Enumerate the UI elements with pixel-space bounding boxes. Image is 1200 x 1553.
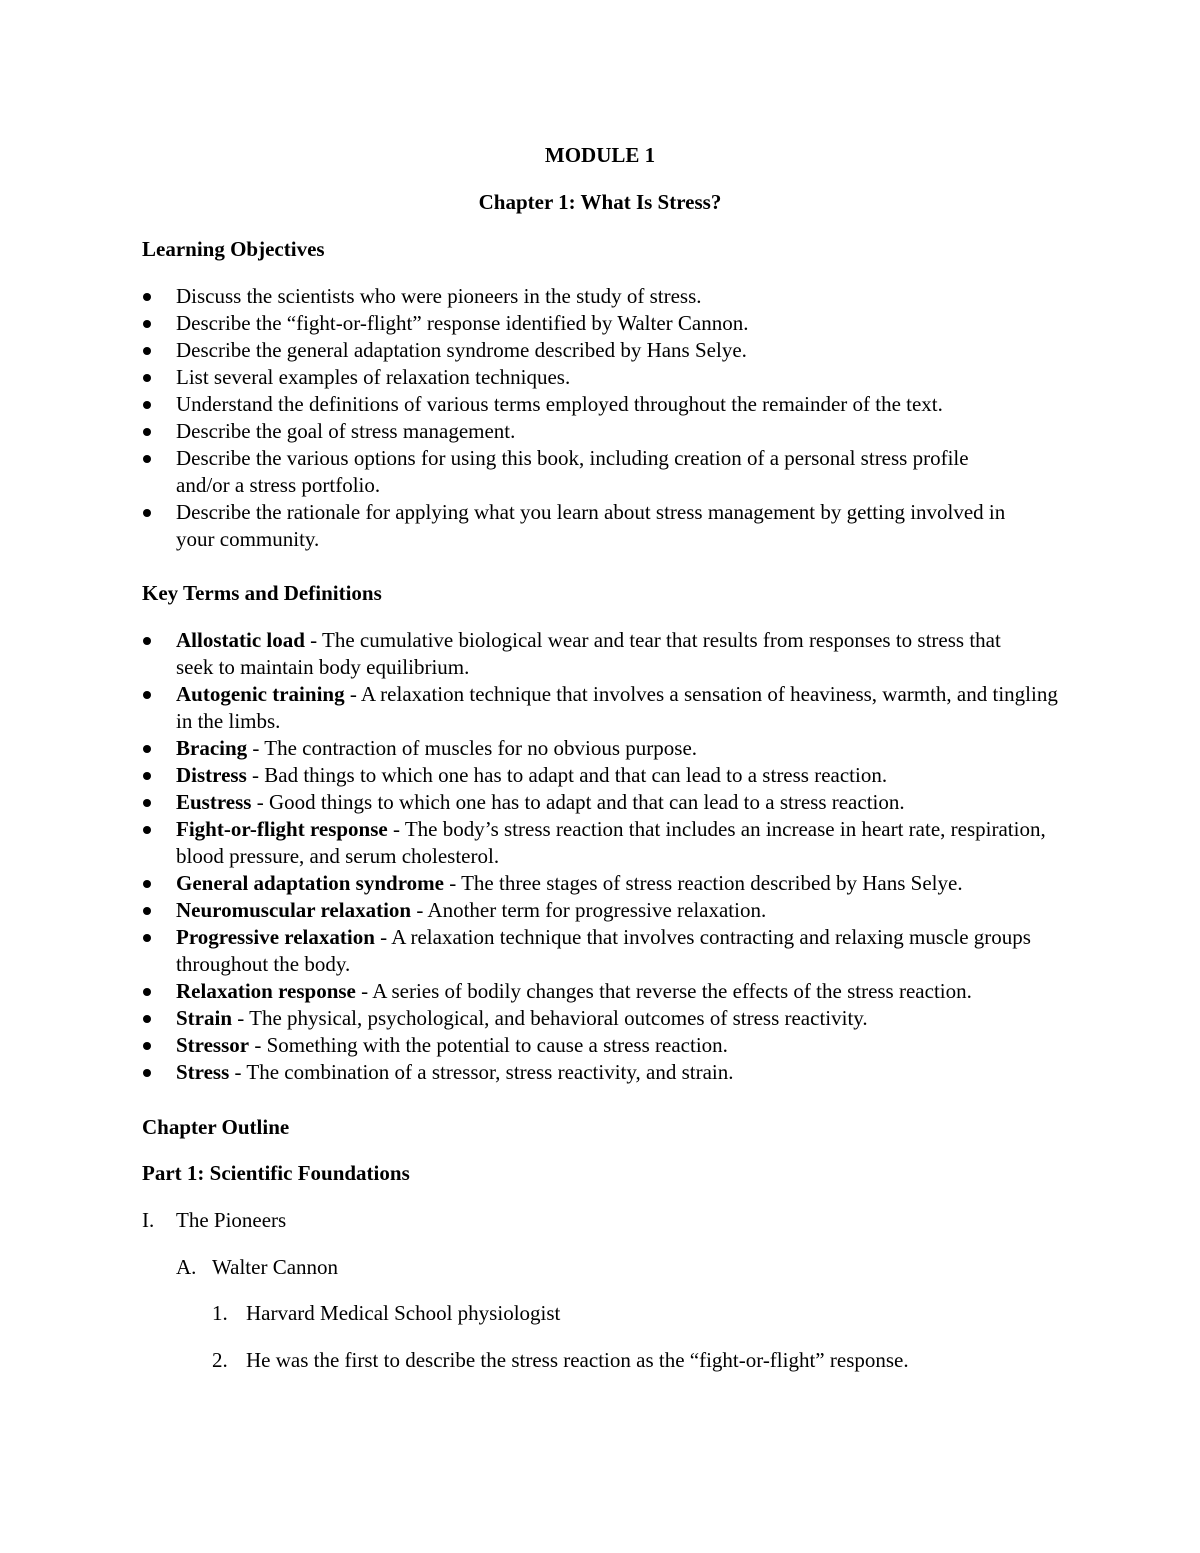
bullet-icon bbox=[143, 320, 151, 328]
list-item: List several examples of relaxation techniques. bbox=[142, 364, 1142, 391]
bullet-icon bbox=[143, 745, 151, 753]
bullet-icon bbox=[143, 401, 151, 409]
bullet-icon bbox=[143, 691, 151, 699]
list-item: Stressor - Something with the potential to cause a stress reaction. bbox=[142, 1032, 1072, 1059]
list-item: Stress - The combination of a stressor, stress reactivity, and strain. bbox=[142, 1059, 1072, 1086]
list-item: Describe the “fight-or-flight” response identified by Walter Cannon. bbox=[142, 310, 1142, 337]
part-heading: Part 1: Scientific Foundations bbox=[142, 1161, 410, 1185]
list-item: Describe the general adaptation syndrome described by Hans Selye. bbox=[142, 337, 1142, 364]
chapter-outline-heading: Chapter Outline bbox=[142, 1115, 290, 1139]
bullet-icon bbox=[143, 880, 151, 888]
bullet-icon bbox=[143, 772, 151, 780]
outline-item-level-1 bbox=[142, 1208, 286, 1233]
list-item: Discuss the scientists who were pioneers in the study of stress. bbox=[142, 283, 1142, 310]
outline-marker: A. bbox=[176, 1255, 197, 1279]
key-terms-heading: Key Terms and Definitions bbox=[142, 581, 382, 605]
outline-item-level-3 bbox=[212, 1301, 560, 1326]
bullet-icon bbox=[143, 509, 151, 517]
outline-marker: 2. bbox=[212, 1348, 228, 1372]
bullet-icon bbox=[143, 637, 151, 645]
bullet-icon bbox=[143, 455, 151, 463]
list-item: Allostatic load - The cumulative biological wear and tear that results from responses to stress that seek to maintain body equilibrium. bbox=[142, 627, 1036, 681]
list-item: Describe the various options for using this book, including creation of a personal stress profile and/or a stress portfolio. bbox=[142, 445, 1006, 499]
outline-text: He was the first to describe the stress reaction as the “fight-or-flight” response. bbox=[246, 1348, 909, 1372]
bullet-icon bbox=[143, 1069, 151, 1077]
list-item: Describe the goal of stress management. bbox=[142, 418, 1142, 445]
key-terms-list bbox=[142, 627, 1072, 1086]
list-item: Strain - The physical, psychological, and behavioral outcomes of stress reactivity. bbox=[142, 1005, 1072, 1032]
list-item: General adaptation syndrome - The three stages of stress reaction described by Hans Selye. bbox=[142, 870, 1072, 897]
list-item: Neuromuscular relaxation - Another term for progressive relaxation. bbox=[142, 897, 1072, 924]
bullet-icon bbox=[143, 907, 151, 915]
bullet-icon bbox=[143, 1015, 151, 1023]
bullet-icon bbox=[143, 347, 151, 355]
module-title: MODULE 1 bbox=[544, 143, 656, 167]
outline-marker: I. bbox=[142, 1208, 155, 1232]
list-item: Autogenic training - A relaxation technique that involves a sensation of heaviness, warmth, and tingling in the limbs. bbox=[142, 681, 1076, 735]
chapter-title: Chapter 1: What Is Stress? bbox=[478, 190, 722, 214]
list-item: Understand the definitions of various terms employed throughout the remainder of the text. bbox=[142, 391, 1142, 418]
outline-text: Walter Cannon bbox=[212, 1255, 339, 1279]
bullet-icon bbox=[143, 826, 151, 834]
list-item: Relaxation response - A series of bodily changes that reverse the effects of the stress reaction. bbox=[142, 978, 1072, 1005]
outline-marker: 1. bbox=[212, 1301, 228, 1325]
bullet-icon bbox=[143, 428, 151, 436]
learning-objectives-list bbox=[142, 283, 1142, 553]
bullet-icon bbox=[143, 293, 151, 301]
list-item: Describe the rationale for applying what you learn about stress management by getting involved in your community. bbox=[142, 499, 1006, 553]
learning-objectives-heading: Learning Objectives bbox=[142, 237, 325, 261]
outline-text: The Pioneers bbox=[176, 1208, 287, 1232]
bullet-icon bbox=[143, 1042, 151, 1050]
outline-text: Harvard Medical School physiologist bbox=[246, 1301, 561, 1325]
list-item: Eustress - Good things to which one has to adapt and that can lead to a stress reaction. bbox=[142, 789, 1072, 816]
bullet-icon bbox=[143, 988, 151, 996]
bullet-icon bbox=[143, 374, 151, 382]
list-item: Fight-or-flight response - The body’s stress reaction that includes an increase in heart rate, respiration, blood pressure, and serum cholesterol. bbox=[142, 816, 1076, 870]
list-item: Progressive relaxation - A relaxation technique that involves contracting and relaxing muscle groups throughout the body. bbox=[142, 924, 1036, 978]
bullet-icon bbox=[143, 934, 151, 942]
outline-item-level-2 bbox=[176, 1255, 338, 1280]
list-item: Distress - Bad things to which one has to adapt and that can lead to a stress reaction. bbox=[142, 762, 1072, 789]
list-item: Bracing - The contraction of muscles for no obvious purpose. bbox=[142, 735, 1072, 762]
bullet-icon bbox=[143, 799, 151, 807]
outline-item-level-3 bbox=[212, 1348, 909, 1373]
